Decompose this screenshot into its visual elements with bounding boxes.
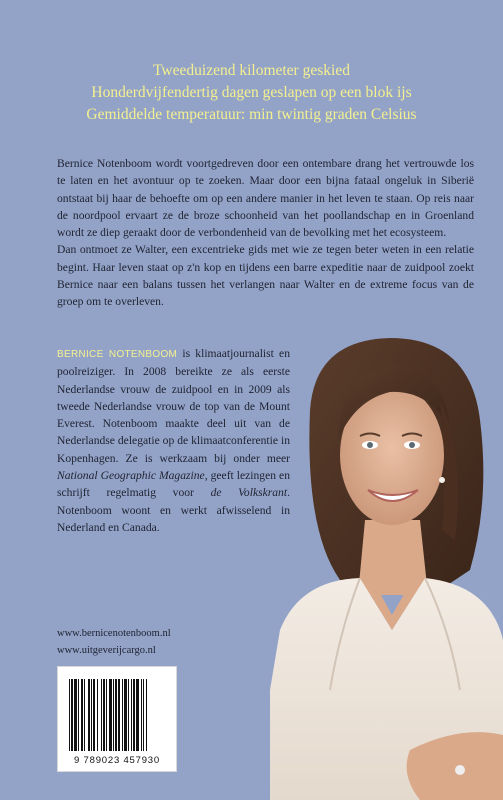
tagline-line-3: Gemiddelde temperatuur: min twintig graden Celsius <box>86 106 417 123</box>
website-links <box>57 625 171 659</box>
bio-newspaper: de Volkskrant <box>210 486 288 500</box>
tagline-line-1: Tweeduizend kilometer geskied <box>153 62 350 79</box>
publisher-website-link[interactable]: www.uitgeverijcargo.nl <box>57 645 156 656</box>
isbn-barcode <box>57 666 177 772</box>
author-website-link[interactable]: www.bernicenotenboom.nl <box>57 628 171 639</box>
tagline <box>0 60 503 126</box>
book-blurb <box>57 155 474 311</box>
bio-magazine: National Geographic Magazine <box>57 469 205 483</box>
barcode-bars <box>68 679 166 751</box>
blurb-paragraph-1: Bernice Notenboom wordt voortgedreven door een ontembare drang het vertrouwde los te laten en het avontuur op te zoeken. Maar door een bijna fataal ongeluk in Siberië ontstaat bij haar de behoefte om op een andere manier in het leven te staan. Op reis naar de noordpool ervaart ze de broze schoonheid van het poollandschap en in Groenland wordt ze diep geraakt door de verbondenheid van de bevolking met het ecosysteem. <box>57 157 474 240</box>
author-name: BERNICE NOTENBOOM <box>57 349 178 360</box>
tagline-line-2: Honderdvijfendertig dagen geslapen op een blok ijs <box>91 84 412 101</box>
isbn-number: 9 789023 457930 <box>74 755 160 766</box>
blurb-paragraph-2: Dan ontmoet ze Walter, een excentrieke gids met wie ze tegen beter weten in een relatie begint. Haar leven staat op z'n kop en tijdens een barre expeditie naar de zuidpool zoekt Bernice naar een balans tussen het verlangen naar Walter en de extreme focus van de groep om te overleven. <box>57 243 474 309</box>
bio-text-1: is klimaatjournalist en poolreiziger. In 2008 bereikte ze als eerste Nederlandse vrouw de zuidpool en in 2009 als tweede Nederlandse vrouw de top van de Mount Everest. Notenboom maakte deel uit van de Nederlandse delegatie op de klimaatconferentie in Kopenhagen. Ze is werkzaam bij onder meer <box>57 347 291 465</box>
bio-text-3: . Notenboom woont en werkt afwisselend in Nederland en Canada. <box>57 486 290 534</box>
bio-text-2: , geeft lezingen en schrijft regelmatig voor <box>57 469 290 500</box>
author-bio <box>57 345 290 536</box>
author-portrait <box>270 330 503 800</box>
